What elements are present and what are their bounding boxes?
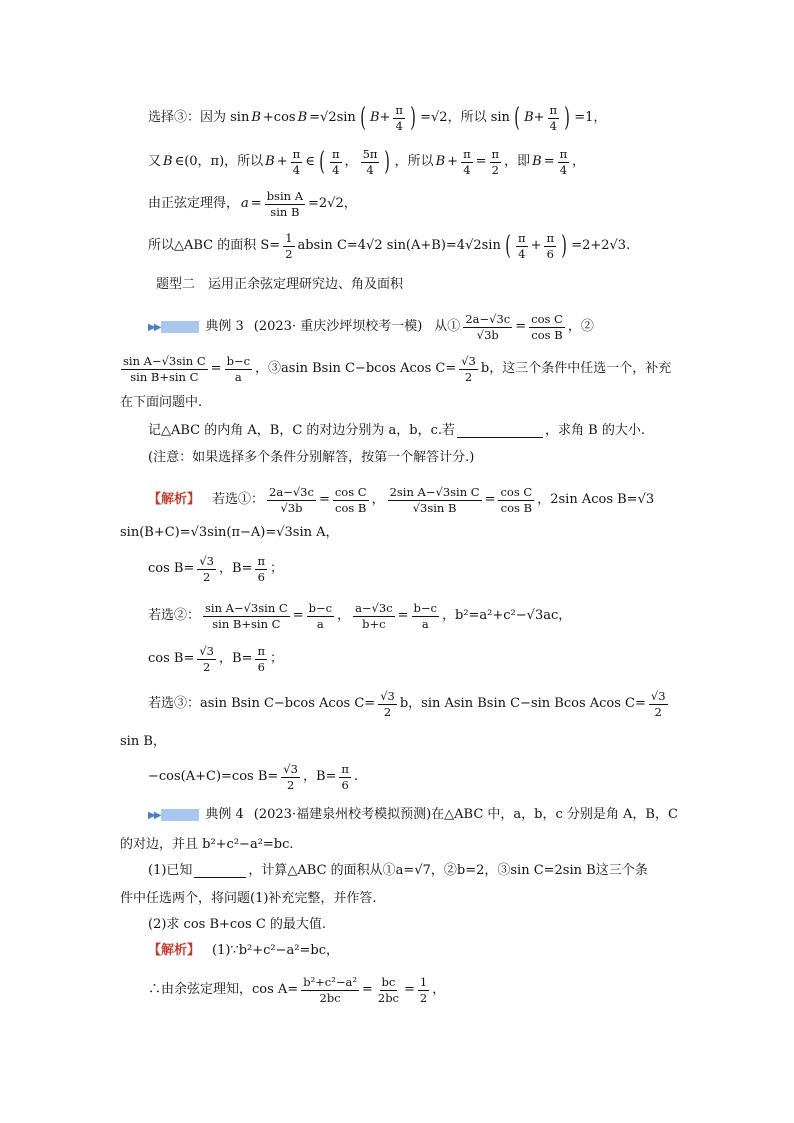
denominator: 4 [366,162,374,177]
fraction [197,555,216,583]
text: 记△ABC 的内角 A，B，C 的对边分别为 a，b，c.若 [148,423,456,438]
numerator: π [549,103,558,117]
denominator: sin B [270,204,300,219]
text: ； [270,560,284,576]
solution-tag: 【解析】 [148,491,201,507]
denominator: 2bc [319,990,341,1005]
fraction [255,555,267,583]
numerator: cos C [334,485,367,499]
fraction [281,763,300,791]
solution-line [148,486,654,514]
fraction [339,763,351,791]
numerator: √3 [283,762,298,776]
fraction [548,104,560,132]
text: =2+2√3. [571,237,631,253]
text: 选择③：因为 sin [148,109,250,125]
denominator: b+c [362,616,386,631]
numerator: √3 [461,354,476,368]
fraction [649,690,668,718]
text: = [475,153,487,169]
denominator: 2bc [377,990,399,1005]
denominator: sin B+sin C [130,369,199,384]
denominator: 2 [286,777,295,792]
numerator: 2a−√3c [465,312,511,326]
text: ，计算△ABC 的面积从①a=√7，②b=2，③sin C=2sin B这三个条 [248,863,648,878]
marker-bar [161,321,199,333]
numerator: bsin A [266,189,303,203]
cosine-line [148,976,445,1004]
numerator: π [491,147,500,161]
denominator: 4 [395,118,403,133]
text: ，B= [219,650,253,666]
example-label: 典例 3 [205,318,244,334]
text: b，这三个条件中任选一个，补充 [480,360,672,376]
fraction [378,690,397,718]
line-range [148,148,585,176]
text: (1)∵b²+c²−a²=bc， [212,943,339,958]
numerator: π [559,147,568,161]
fraction [529,313,565,341]
answer-blank [457,424,543,438]
text: B [251,109,261,125]
denominator: 6 [341,777,349,792]
text: 由正弦定理得， [148,195,240,211]
fraction [267,486,316,514]
fraction [291,148,303,176]
text: ，b²=a²+c²−√3ac， [442,607,572,623]
text: = [318,491,330,507]
line-choice3 [148,104,606,132]
text: + [276,153,288,169]
text: 若选③：asin Bsin C−bcos Acos C= [148,695,376,711]
denominator: 2 [419,990,428,1005]
text: sin B， [120,734,166,749]
result-line [148,763,358,791]
numerator: π [463,147,471,161]
numerator: π [257,554,266,568]
heading-text: 题型二 运用正余弦定理研究边、角及面积 [156,277,404,292]
numerator: π [395,103,403,117]
text: ； [270,650,284,666]
text: 所以△ABC 的面积 S= [148,237,281,253]
text: =√2sin [309,109,356,125]
text: ， [337,607,351,623]
denominator: √3sin B [412,500,457,515]
denominator: sin B+sin C [212,616,281,631]
text: B [435,153,446,169]
denominator: 2 [464,369,473,384]
text: ，② [567,318,594,334]
denominator: 2 [203,569,211,584]
numerator: b−c [413,601,437,615]
fraction [301,976,359,1004]
text: = [250,195,262,211]
fraction [490,148,502,176]
text: ，所以 [394,153,434,169]
fraction [283,232,294,260]
text: = [397,607,409,623]
text: ，③asin Bsin C−bcos Acos C= [255,360,457,376]
denominator: 2 [654,704,662,719]
denominator: a [421,616,429,631]
example-4-line [148,808,678,822]
denominator: √3b [280,500,303,515]
numerator: 1 [285,231,293,245]
text: ，2sin Acos B=√3 [537,491,655,507]
text: ，B= [302,768,337,784]
denominator: 6 [257,569,265,584]
numerator: sin A−√3sin C [123,354,206,368]
text: 若选①： [212,491,265,507]
text: =1， [574,109,607,125]
text: ， [344,153,358,169]
paren-left: ( [505,231,511,262]
numerator: π [292,147,301,161]
fraction [558,148,570,176]
numerator: 1 [419,975,428,989]
text: 从① [434,318,461,334]
text: 的对边，并且 b²+c²−a²=bc. [120,837,294,852]
text: 若选②： [148,607,201,623]
result-line [148,645,283,673]
denominator: cos B [500,500,533,515]
paren-right: ) [410,103,416,134]
numerator: π [341,762,349,776]
text: . [353,768,359,784]
text: = [292,607,304,623]
text: ∈(0，π)，所以 [174,153,264,169]
denominator: 4 [549,118,557,133]
choice2-line [148,602,571,630]
choice3-line [148,690,669,718]
fraction [333,486,369,514]
double-arrow-icon: ▶▶ [148,809,160,821]
numerator: b²+c²−a² [303,975,357,989]
numerator: sin A−√3sin C [205,601,288,615]
numerator: π [331,147,340,161]
note-line [148,451,474,465]
section-heading [156,278,403,292]
denominator: 4 [559,162,568,177]
text: B+ [524,109,545,125]
paren-right: ) [561,231,567,262]
answer-blank [194,864,246,878]
text: ，即 [504,153,531,169]
fraction [330,148,342,176]
denominator: 2 [383,704,392,719]
part2-line [148,918,326,932]
text: (2023·福建泉州校考模拟预测)在△ABC 中，a，b，c 分别是角 A，B，C [253,807,678,822]
example-source: (2023· 重庆沙坪坝校考一模) [253,318,423,334]
text: = [361,981,373,997]
denominator: 4 [518,246,526,261]
text-line [120,526,339,540]
text: =2√2， [308,195,357,211]
text-line [120,396,202,410]
part1-line [148,864,648,878]
numerator: √3 [650,689,666,703]
fraction [388,486,482,514]
numerator: a−√3c [355,601,393,615]
denominator: cos B [531,327,563,342]
denominator: cos B [335,500,367,515]
text: (1)已知 [148,863,193,878]
numerator: bc [381,975,396,989]
solution-tag: 【解析】 [148,943,201,958]
text: B [163,153,173,169]
text: 件中任选两个，将问题(1)补充完整，并作答. [120,891,377,906]
text: ∴由余弦定理知，cos A= [148,981,299,997]
solution-line [148,944,339,958]
denominator: 4 [332,162,340,177]
denominator: 2 [203,659,211,674]
text: B+ [369,109,391,125]
denominator: 4 [292,162,301,177]
text: ，B= [219,560,253,576]
text: cos B= [148,560,195,576]
text: (注意：如果选择多个条件分别解答，按第一个解答计分.) [148,450,475,465]
fraction [265,190,305,218]
fraction [544,232,556,260]
fraction [463,313,512,341]
fraction [418,976,429,1004]
text: ，求角 B 的大小. [545,423,645,438]
text: (2)求 cos B+cos C 的最大值. [148,917,327,932]
numerator: b−c [308,601,333,615]
example-label: 典例 4 [205,807,244,822]
text: ， [432,981,446,997]
text: = [210,360,222,376]
fraction [376,976,401,1004]
text: a [241,195,249,211]
condition-line [120,355,671,383]
numerator: √3 [199,554,215,568]
denominator: 6 [257,659,265,674]
text: B [265,153,275,169]
fraction [498,486,534,514]
numerator: π [257,644,266,658]
text-line [120,838,294,852]
text: 在下面问题中. [120,395,203,410]
text: + [530,237,542,253]
text: b，sin Asin Bsin C−sin Bcos Acos C= [399,695,646,711]
text: = [543,153,555,169]
line-area [148,232,630,260]
fraction [255,645,267,673]
denominator: a [234,369,242,384]
text: = [404,981,415,997]
text: =√2，所以 sin [420,109,510,125]
fraction [225,355,252,383]
text: cos B= [148,650,195,666]
example-marker [148,321,199,333]
paren-left: ( [319,147,325,178]
denominator: 2 [491,162,499,177]
paren-right: ) [384,147,391,178]
text: −cos(A+C)=cos B= [148,768,279,784]
numerator: cos C [500,485,533,499]
paren-right: ) [564,103,570,134]
text: = [484,491,496,507]
denominator: √3b [476,327,499,342]
fraction [121,355,208,383]
fraction [353,602,395,630]
fraction [361,148,380,176]
text: B [532,153,542,169]
double-arrow-icon: ▶▶ [148,321,160,333]
fraction [459,355,478,383]
text: sin(B+C)=√3sin(π−A)=√3sin A， [120,525,339,540]
numerator: π [546,231,555,245]
fraction [203,602,290,630]
denominator: 2 [285,246,293,261]
text: ∈ [305,153,315,169]
marker-bar [161,809,199,821]
text: absin C=4√2 sin(A+B)=4√2sin [297,237,501,253]
paren-left: ( [360,103,366,134]
question-line [148,424,645,438]
text: ， [371,491,385,507]
line-sine-rule [148,190,357,218]
example-3-line [148,313,594,341]
text: +cos [262,109,296,125]
paren-left: ( [514,103,520,134]
denominator: 4 [463,162,471,177]
text-line [120,892,377,906]
text: 又 [148,153,162,169]
text: ， [572,153,586,169]
fraction [461,148,473,176]
numerator: √3 [199,644,215,658]
text: B [297,109,308,125]
text: + [447,153,459,169]
numerator: cos C [531,312,563,326]
numerator: 5π [362,147,378,161]
text: = [515,318,527,334]
numerator: π [518,231,526,245]
fraction [197,645,216,673]
numerator: √3 [380,689,395,703]
denominator: a [316,616,324,631]
denominator: 6 [546,246,554,261]
result-line [148,555,283,583]
numerator: b−c [226,354,251,368]
example-marker [148,809,199,821]
text-line [120,735,166,749]
numerator: 2sin A−√3sin C [389,485,480,499]
numerator: 2a−√3c [269,485,314,499]
fraction [307,602,334,630]
fraction [516,232,528,260]
fraction [412,602,439,630]
fraction [393,104,405,132]
